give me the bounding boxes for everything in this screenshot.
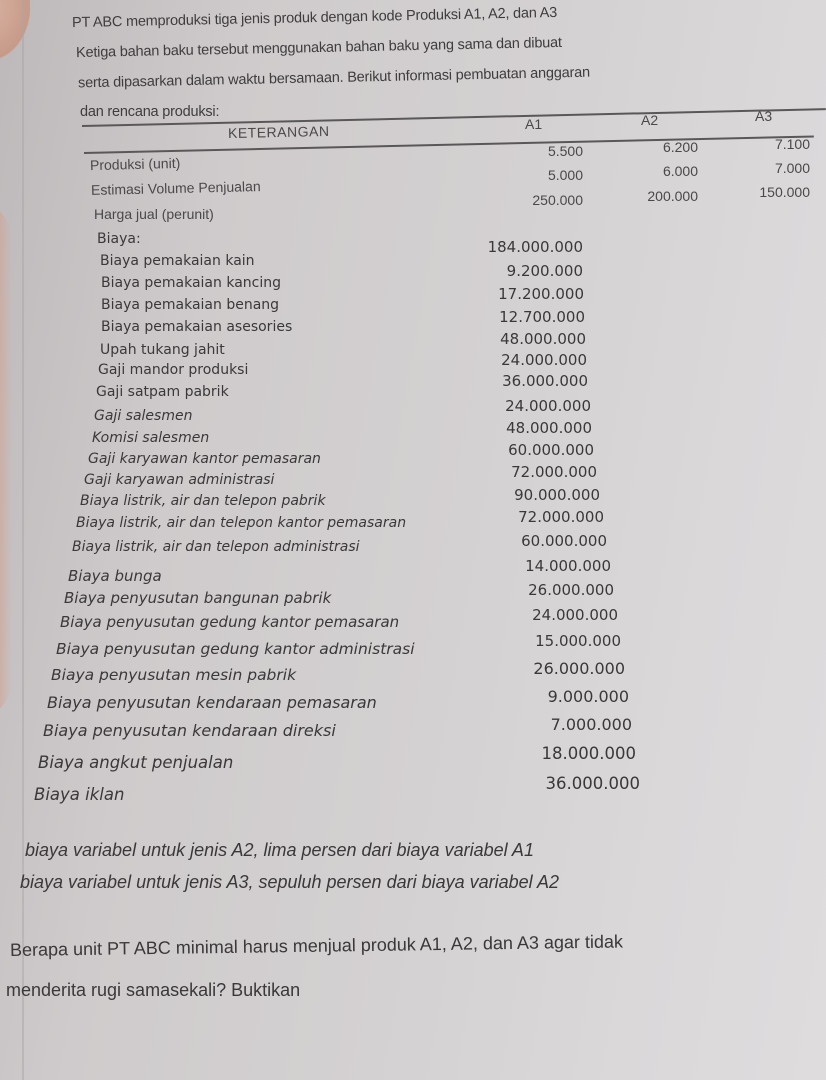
row-penjualan-a1: 5.000: [547, 167, 583, 183]
row-penjualan-label: Estimasi Volume Penjualan: [90, 178, 261, 198]
row-harga-a2: 200.000: [647, 188, 698, 204]
header-a2: A2: [641, 112, 659, 128]
cost-label: Biaya pemakaian kancing: [101, 275, 281, 291]
cost-label: Gaji salesmen: [94, 408, 193, 424]
cost-label: Biaya penyusutan kendaraan direksi: [43, 721, 336, 740]
cost-label: Komisi salesmen: [92, 430, 210, 446]
cost-value: 17.200.000: [498, 285, 584, 303]
cost-value: 24.000.000: [501, 351, 587, 369]
intro-line-3: serta dipasarkan dalam waktu bersamaan. Berikut informasi pembuatan anggaran: [77, 64, 591, 92]
row-penjualan-a2: 6.000: [662, 163, 698, 179]
cost-label: Biaya penyusutan gedung kantor pemasaran: [60, 613, 400, 631]
finger-shadow: [0, 0, 30, 60]
question-line-2: menderita rugi samasekali? Buktikan: [6, 980, 301, 1000]
cost-value: 36.000.000: [545, 774, 640, 793]
finger-edge: [0, 200, 12, 720]
row-harga-label: Harga jual (perunit): [94, 206, 214, 222]
row-harga-a1: 250.000: [532, 192, 583, 208]
costs-heading: Biaya:: [97, 231, 141, 247]
note-a3: biaya variabel untuk jenis A3, sepuluh persen dari biaya variabel A2: [20, 872, 559, 892]
cost-label: Gaji karyawan kantor pemasaran: [88, 451, 321, 467]
cost-value: 26.000.000: [528, 581, 614, 599]
cost-value: 60.000.000: [521, 532, 607, 550]
row-produksi-a3: 7.100: [774, 136, 810, 152]
cost-label: Biaya penyusutan gedung kantor administrasi: [56, 640, 415, 658]
cost-value: 72.000.000: [518, 508, 604, 526]
cost-label: Biaya penyusutan mesin pabrik: [51, 666, 297, 684]
cost-value: 15.000.000: [535, 632, 621, 650]
table-header-rule: [84, 135, 814, 154]
header-a1: A1: [525, 116, 543, 132]
cost-value: 7.000.000: [550, 715, 632, 734]
cost-value: 9.000.000: [547, 687, 629, 706]
intro-line-1: PT ABC memproduksi tiga jenis produk dengan kode Produksi A1, A2, dan A3: [71, 4, 558, 32]
row-penjualan-a3: 7.000: [774, 160, 810, 176]
header-keterangan: KETERANGAN: [227, 122, 330, 142]
cost-label: Biaya penyusutan bangunan pabrik: [64, 589, 332, 607]
cost-label: Biaya angkut penjualan: [38, 753, 234, 772]
cost-label: Biaya listrik, air dan telepon pabrik: [80, 493, 326, 509]
cost-label: Biaya pemakaian benang: [101, 297, 280, 313]
cost-value: 26.000.000: [533, 659, 625, 678]
question-line-1: Berapa unit PT ABC minimal harus menjual produk A1, A2, dan A3 agar tidak: [9, 931, 624, 960]
cost-value: 24.000.000: [505, 397, 591, 415]
cost-label: Biaya pemakaian kain: [100, 253, 255, 269]
cost-value: 18.000.000: [541, 744, 636, 763]
cost-label: Biaya listrik, air dan telepon administrasi: [72, 539, 360, 555]
cost-value: 9.200.000: [506, 262, 583, 280]
cost-value: 48.000.000: [506, 419, 592, 437]
cost-value: 24.000.000: [532, 606, 618, 624]
cost-value: 14.000.000: [525, 557, 611, 575]
row-produksi-a2: 6.200: [662, 139, 698, 155]
note-a2: biaya variabel untuk jenis A2, lima persen dari biaya variabel A1: [25, 840, 534, 860]
cost-value: 36.000.000: [502, 372, 588, 390]
cost-value: 48.000.000: [500, 330, 586, 348]
row-produksi-a1: 5.500: [547, 143, 583, 159]
row-harga-a3: 150.000: [759, 184, 810, 200]
cost-label: Biaya bunga: [68, 567, 162, 585]
cost-label: Biaya iklan: [34, 785, 125, 804]
cost-value: 90.000.000: [514, 486, 600, 504]
cost-value: 12.700.000: [499, 308, 585, 326]
intro-line-2: Ketiga bahan baku tersebut menggunakan bahan baku yang sama dan dibuat: [75, 34, 562, 62]
cost-label: Upah tukang jahit: [100, 342, 225, 358]
cost-label: Biaya pemakaian asesories: [101, 319, 293, 335]
cost-value: 72.000.000: [511, 463, 597, 481]
cost-label: Gaji karyawan administrasi: [84, 472, 275, 488]
row-produksi-label: Produksi (unit): [89, 154, 181, 174]
cost-value: 184.000.000: [487, 238, 583, 256]
cost-value: 60.000.000: [508, 441, 594, 459]
header-a3: A3: [755, 108, 773, 124]
cost-label: Biaya listrik, air dan telepon kantor pemasaran: [76, 515, 407, 531]
intro-line-4: dan rencana produksi:: [80, 104, 220, 120]
cost-label: Biaya penyusutan kendaraan pemasaran: [47, 693, 377, 712]
paper-edge: [22, 0, 24, 1080]
cost-label: Gaji mandor produksi: [98, 362, 249, 378]
cost-label: Gaji satpam pabrik: [96, 384, 229, 400]
